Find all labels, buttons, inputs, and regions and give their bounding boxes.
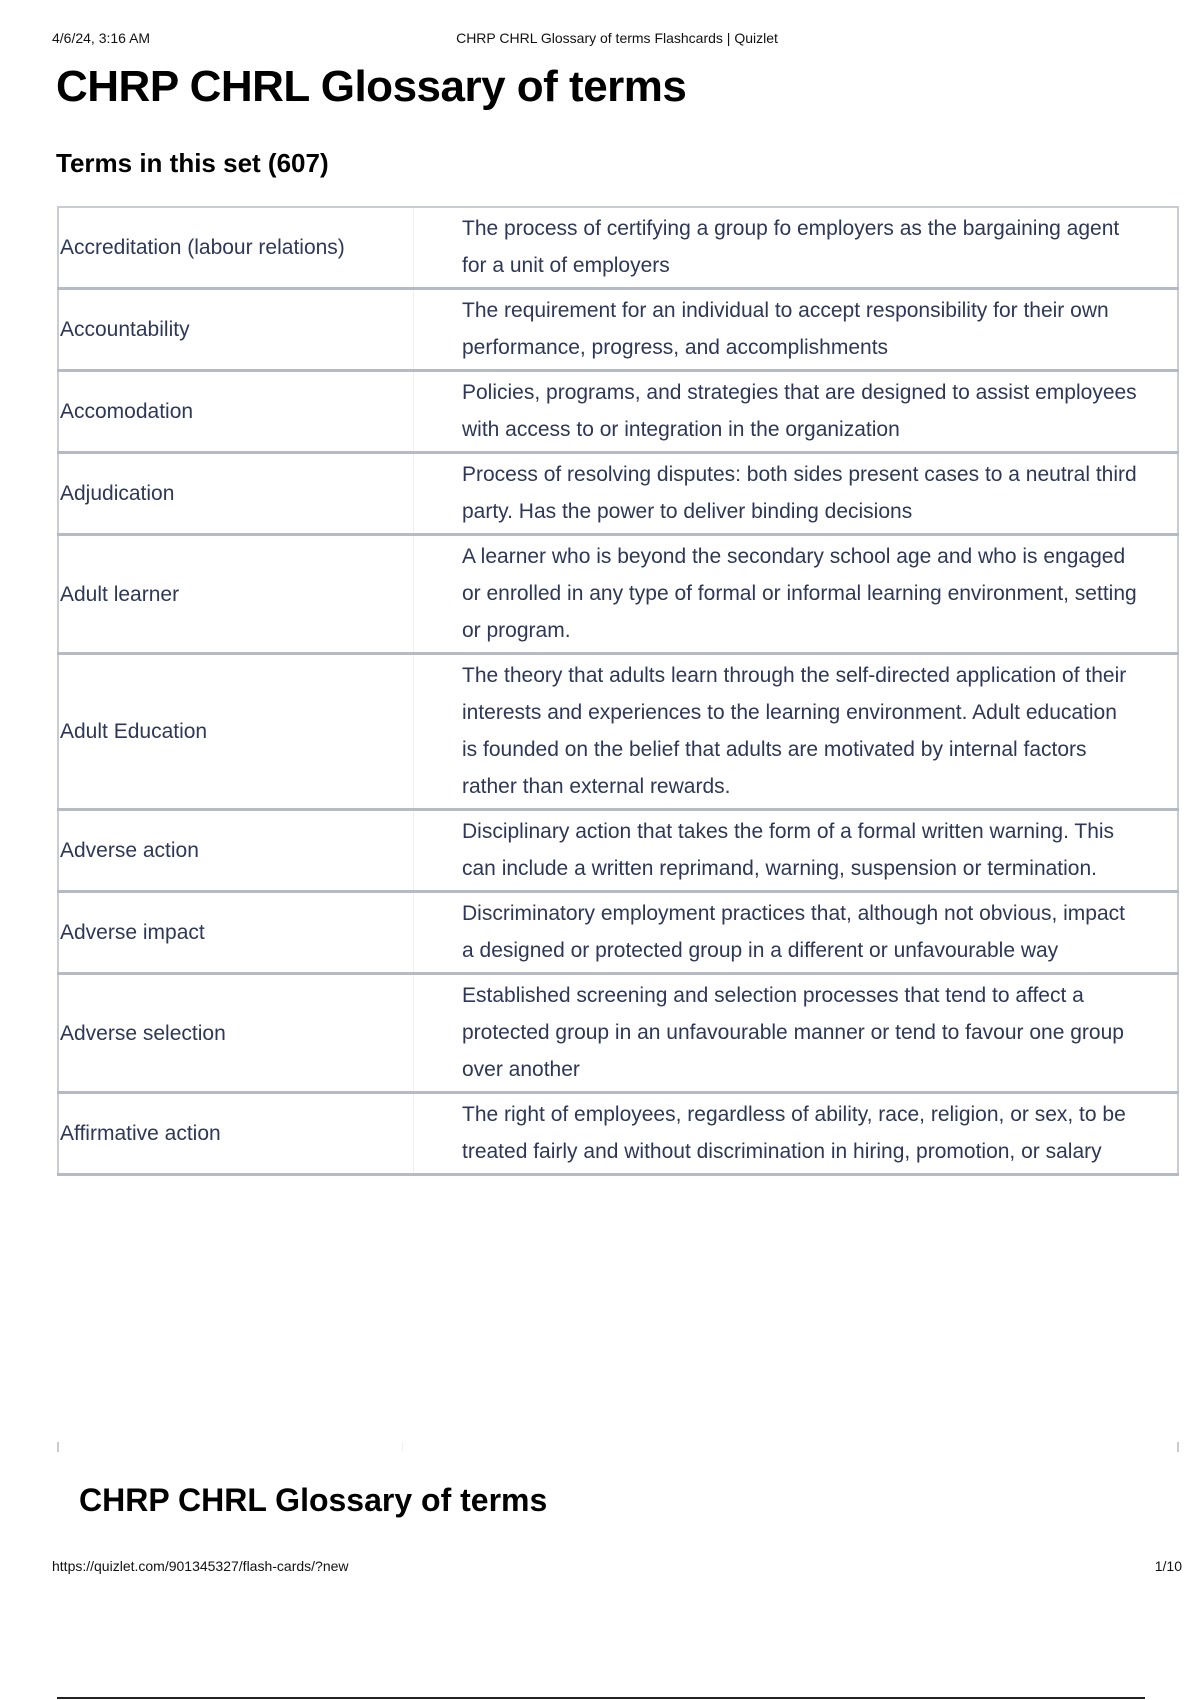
term-cell: Adjudication: [58, 453, 414, 535]
page-title: CHRP CHRL Glossary of terms: [56, 62, 687, 111]
term-cell: Adverse impact: [58, 892, 414, 974]
table-row: [58, 535, 1178, 654]
definition-cell: The right of employees, regardless of ability, race, religion, or sex, to be treated fairly and without discrimination in hiring, promotion, or salary: [414, 1093, 1179, 1175]
footer-page-title: CHRP CHRL Glossary of terms: [79, 1482, 548, 1518]
definition-cell: The requirement for an individual to accept responsibility for their own performance, progress, and accomplishments: [414, 289, 1179, 371]
definition-cell: The process of certifying a group fo employers as the bargaining agent for a unit of employers: [414, 207, 1179, 289]
terms-table: [57, 206, 1179, 1176]
print-footer: [52, 1558, 1182, 1578]
table-row: [58, 654, 1178, 810]
term-cell: Accreditation (labour relations): [58, 207, 414, 289]
terms-count-heading: Terms in this set (607): [56, 148, 329, 178]
table-row: [58, 892, 1178, 974]
definition-cell: Process of resolving disputes: both sides present cases to a neutral third party. Has the power to deliver binding decisions: [414, 453, 1179, 535]
page-number: 1/10: [1154, 1558, 1182, 1574]
term-cell: Adult Education: [58, 654, 414, 810]
term-cell: Adverse action: [58, 810, 414, 892]
term-cell: Adult learner: [58, 535, 414, 654]
page-bottom-divider: [57, 1697, 1145, 1699]
table-row: [58, 289, 1178, 371]
definition-cell: Discriminatory employment practices that, although not obvious, impact a designed or protected group in a different or unfavourable way: [414, 892, 1179, 974]
definition-cell: The theory that adults learn through the self-directed application of their interests and experiences to the learning environment. Adult education is founded on the belief that adults are motivated by internal factors rather than external rewards.: [414, 654, 1179, 810]
definition-cell: Policies, programs, and strategies that are designed to assist employees with access to or integration in the organization: [414, 371, 1179, 453]
column-divider: [402, 1442, 403, 1452]
table-row: [58, 453, 1178, 535]
definition-cell: Disciplinary action that takes the form of a formal written warning. This can include a written reprimand, warning, suspension or termination.: [414, 810, 1179, 892]
definition-cell: A learner who is beyond the secondary school age and who is engaged or enrolled in any type of formal or informal learning environment, setting or program.: [414, 535, 1179, 654]
term-cell: Affirmative action: [58, 1093, 414, 1175]
print-document-title: CHRP CHRL Glossary of terms Flashcards | Quizlet: [456, 30, 778, 46]
print-header: [52, 30, 1182, 50]
print-date: 4/6/24, 3:16 AM: [52, 30, 151, 46]
print-url: https://quizlet.com/901345327/flash-cards/?new: [52, 1558, 349, 1574]
table-row: [58, 974, 1178, 1093]
table-row: [58, 810, 1178, 892]
table-continuation: [57, 1442, 1179, 1452]
term-cell: Adverse selection: [58, 974, 414, 1093]
term-cell: Accomodation: [58, 371, 414, 453]
table-row: [58, 207, 1178, 289]
term-cell: Accountability: [58, 289, 414, 371]
table-row: [58, 1093, 1178, 1175]
table-row: [58, 371, 1178, 453]
definition-cell: Established screening and selection processes that tend to affect a protected group in an unfavourable manner or tend to favour one group over another: [414, 974, 1179, 1093]
